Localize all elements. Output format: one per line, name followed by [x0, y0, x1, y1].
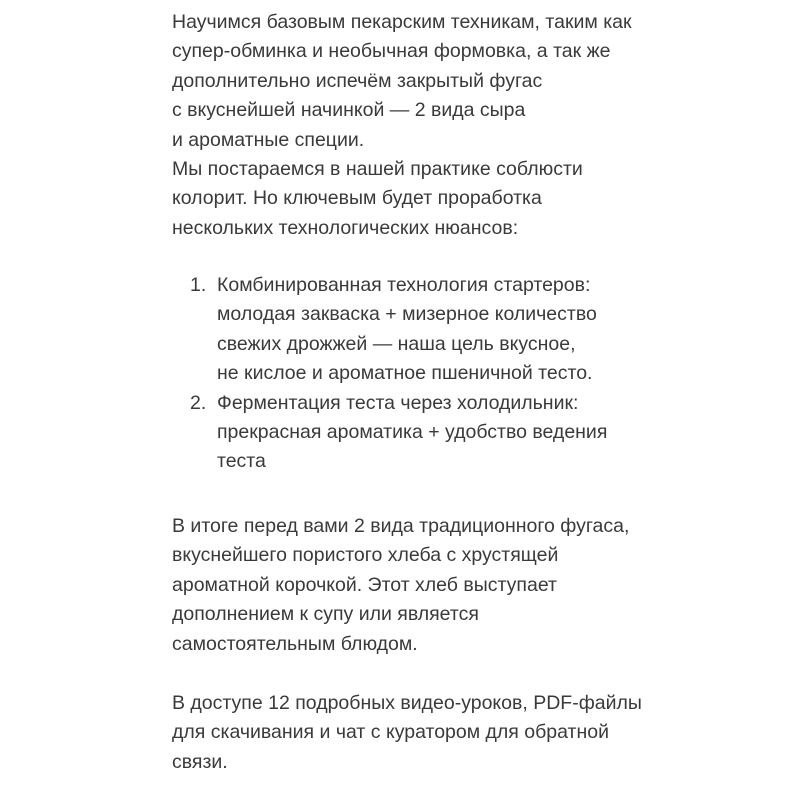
text-line: ароматной корочкой. Этот хлеб выступает	[172, 573, 557, 596]
text-line: не кислое и ароматное пшеничной тесто.	[217, 362, 593, 385]
text-line: связи.	[172, 750, 228, 773]
text-line: В доступе 12 подробных видео-уроков, PDF-файлы	[172, 692, 642, 714]
text-line: молодая закваска + мизерное количество	[217, 303, 597, 326]
text-line: с вкуснейшей начинкой — 2 вида сыра	[172, 99, 526, 122]
text-line: колорит. Но ключевым будет проработка	[172, 187, 542, 210]
numbered-list	[190, 271, 607, 477]
text-line: теста	[217, 450, 266, 473]
text-line: дополнением к супу или является	[172, 603, 479, 626]
text-line: прекрасная ароматика + удобство ведения	[217, 420, 608, 443]
list-item	[190, 271, 607, 389]
access-paragraph	[172, 689, 642, 777]
summary-paragraph	[172, 512, 629, 659]
text-line: В итоге перед вами 2 вида традиционного фугаса,	[172, 515, 630, 537]
text-line: и ароматные специи.	[172, 128, 365, 151]
text-line: для скачивания и чат с куратором для обратной	[172, 721, 609, 744]
text-line: свежих дрожжей — наша цель вкусное,	[217, 332, 576, 355]
text-line: Мы постараемся в нашей практике соблюсти	[172, 157, 583, 180]
text-line: дополнительно испечём закрытый фугас	[172, 69, 543, 92]
text-line: Научимся базовым пекарским техникам, таким как	[172, 11, 632, 33]
text-line: Комбинированная технология стартеров:	[217, 274, 591, 296]
text-line: супер-обминка и необычная формовка, а так же	[172, 40, 611, 63]
text-line: Ферментация теста через холодильник:	[217, 391, 579, 414]
intro-paragraph	[172, 8, 632, 243]
text-line: самостоятельным блюдом.	[172, 632, 418, 655]
text-line: нескольких технологических нюансов:	[172, 216, 519, 239]
list-item	[190, 389, 607, 477]
list-number: 2.	[190, 391, 207, 414]
text-line: вкуснейшего пористого хлеба с хрустящей	[172, 544, 559, 567]
list-number: 1.	[190, 274, 207, 296]
